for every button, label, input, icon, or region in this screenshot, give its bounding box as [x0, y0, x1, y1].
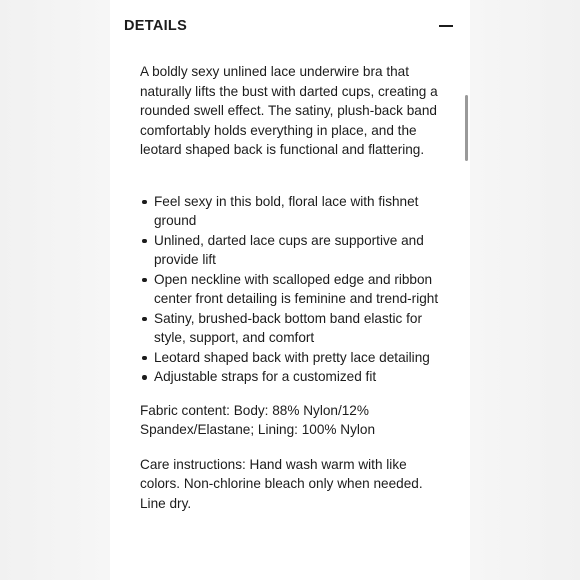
product-description: A boldly sexy unlined lace underwire bra that naturally lifts the bust with darted cups, creating a rounded swell effect. The satiny, plush-back band comfortably holds everything in place, and the leotard shaped back is functional and flattering.	[140, 64, 438, 157]
scrollbar-thumb[interactable]	[465, 95, 468, 161]
feature-item: Leotard shaped back with pretty lace detailing	[154, 348, 440, 368]
minus-icon	[439, 25, 453, 27]
background-left	[0, 0, 110, 580]
collapse-button[interactable]	[438, 18, 454, 34]
feature-item: Feel sexy in this bold, floral lace with fishnet ground	[154, 192, 440, 231]
details-accordion-header[interactable]	[124, 16, 454, 36]
background-right	[470, 0, 580, 580]
care-instructions: Care instructions: Hand wash warm with like colors. Non-chlorine bleach only when needed. Line dry.	[140, 456, 423, 511]
details-panel	[110, 0, 470, 580]
feature-item: Open neckline with scalloped edge and ribbon center front detailing is feminine and trend-right	[154, 270, 440, 309]
details-title: DETAILS	[124, 18, 188, 34]
feature-item: Adjustable straps for a customized fit	[154, 367, 440, 387]
feature-item: Satiny, brushed-back bottom band elastic for style, support, and comfort	[154, 309, 440, 348]
details-content	[140, 62, 440, 513]
feature-item: Unlined, darted lace cups are supportive and provide lift	[154, 231, 440, 270]
fabric-content: Fabric content: Body: 88% Nylon/12% Spandex/Elastane; Lining: 100% Nylon	[140, 402, 376, 437]
feature-list	[140, 192, 440, 387]
